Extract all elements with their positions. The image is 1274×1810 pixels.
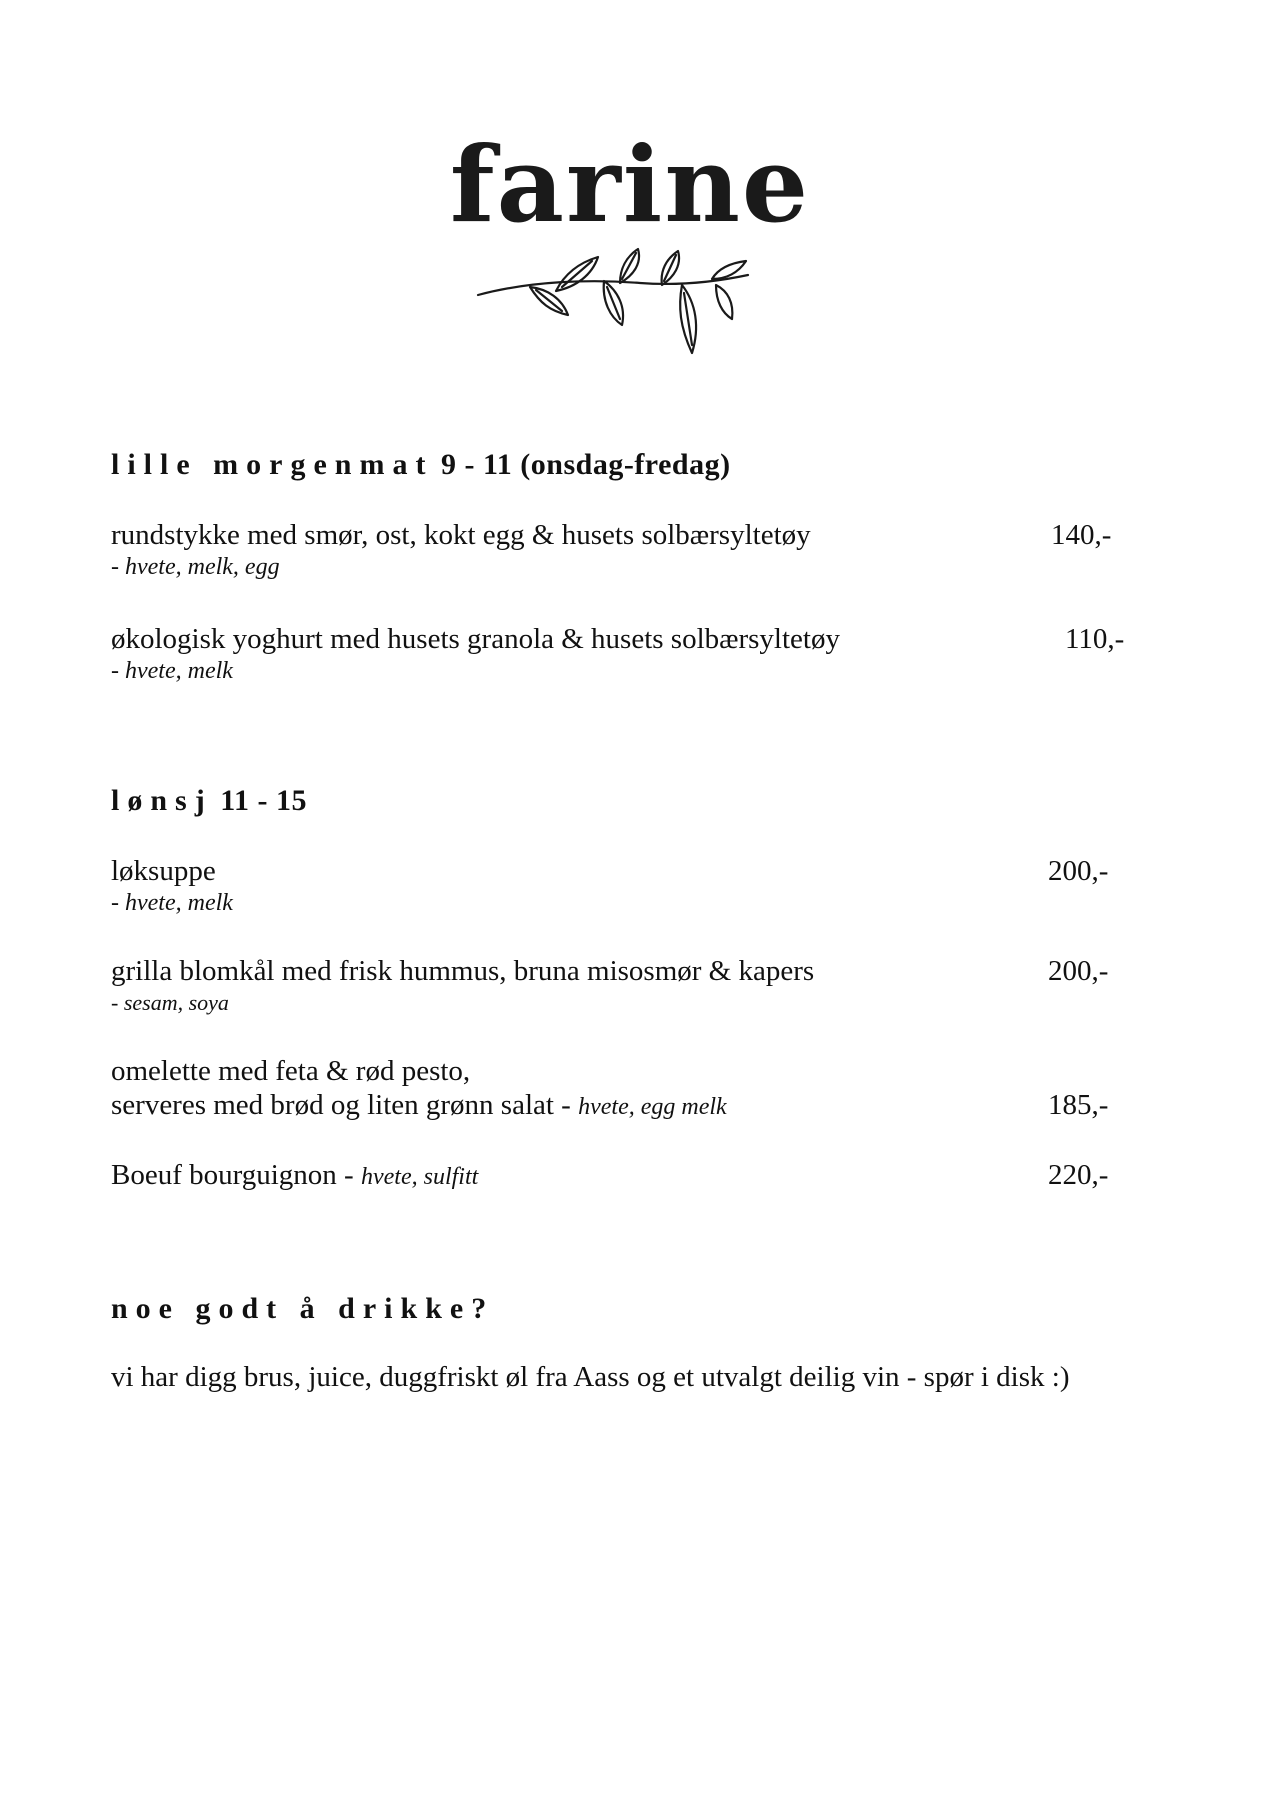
item-allergens: - hvete, melk — [111, 658, 233, 684]
menu-item — [111, 622, 1131, 686]
breakfast-section — [111, 446, 1131, 684]
item-allergens: - hvete, melk, egg — [111, 554, 280, 580]
menu-item — [111, 954, 1131, 1018]
item-price: 200,- — [1048, 855, 1109, 887]
item-name-line — [111, 1158, 1131, 1194]
item-allergens: - sesam, soya — [111, 990, 229, 1015]
item-price: 200,- — [1048, 955, 1109, 987]
item-name: rundstykke med smør, ost, kokt egg & husets solbærsyltetøy — [111, 519, 811, 551]
item-name: løksuppe — [111, 855, 216, 887]
item-allergens: hvete, sulfitt — [360, 1164, 479, 1190]
menu-item — [111, 854, 1131, 918]
menu-item — [111, 1158, 1131, 1194]
lunch-section — [111, 782, 1131, 1191]
breakfast-heading-title: lille morgenmat — [111, 448, 434, 481]
item-name-line2 — [111, 1088, 1131, 1124]
item-name: Boeuf bourguignon - — [111, 1159, 361, 1191]
drinks-text: vi har digg brus, juice, duggfriskt øl fra Aass og et utvalgt deilig vin - spør i disk :) — [111, 1361, 1070, 1393]
drinks-section — [111, 1290, 1131, 1394]
item-name: økologisk yoghurt med husets granola & husets solbærsyltetøy — [111, 623, 840, 655]
item-price: 110,- — [1065, 623, 1125, 655]
item-allergens: - hvete, melk — [111, 890, 233, 916]
menu-item — [111, 1054, 1131, 1124]
menu-item — [111, 518, 1131, 582]
item-allergens: hvete, egg melk — [578, 1094, 727, 1120]
lunch-heading — [111, 782, 1131, 820]
item-name: grilla blomkål med frisk hummus, bruna misosmør & kapers — [111, 955, 815, 987]
breakfast-heading — [111, 446, 1131, 484]
brand-name: farine — [449, 123, 811, 246]
drinks-heading-title: noe godt å drikke? — [111, 1292, 495, 1325]
lunch-heading-title: lønsj — [111, 784, 213, 817]
item-price: 140,- — [1051, 519, 1112, 551]
item-name: omelette med feta & rød pesto, — [111, 1055, 471, 1087]
item-name-text: serveres med brød og liten grønn salat - — [111, 1089, 579, 1121]
drinks-heading — [111, 1290, 1131, 1328]
item-price: 185,- — [1048, 1089, 1109, 1121]
item-price: 220,- — [1048, 1159, 1109, 1191]
lunch-heading-hours: 11 - 15 — [220, 784, 308, 817]
olive-branch-icon — [470, 245, 760, 365]
breakfast-heading-hours: 9 - 11 (onsdag-fredag) — [440, 448, 731, 481]
logo — [0, 123, 1274, 246]
